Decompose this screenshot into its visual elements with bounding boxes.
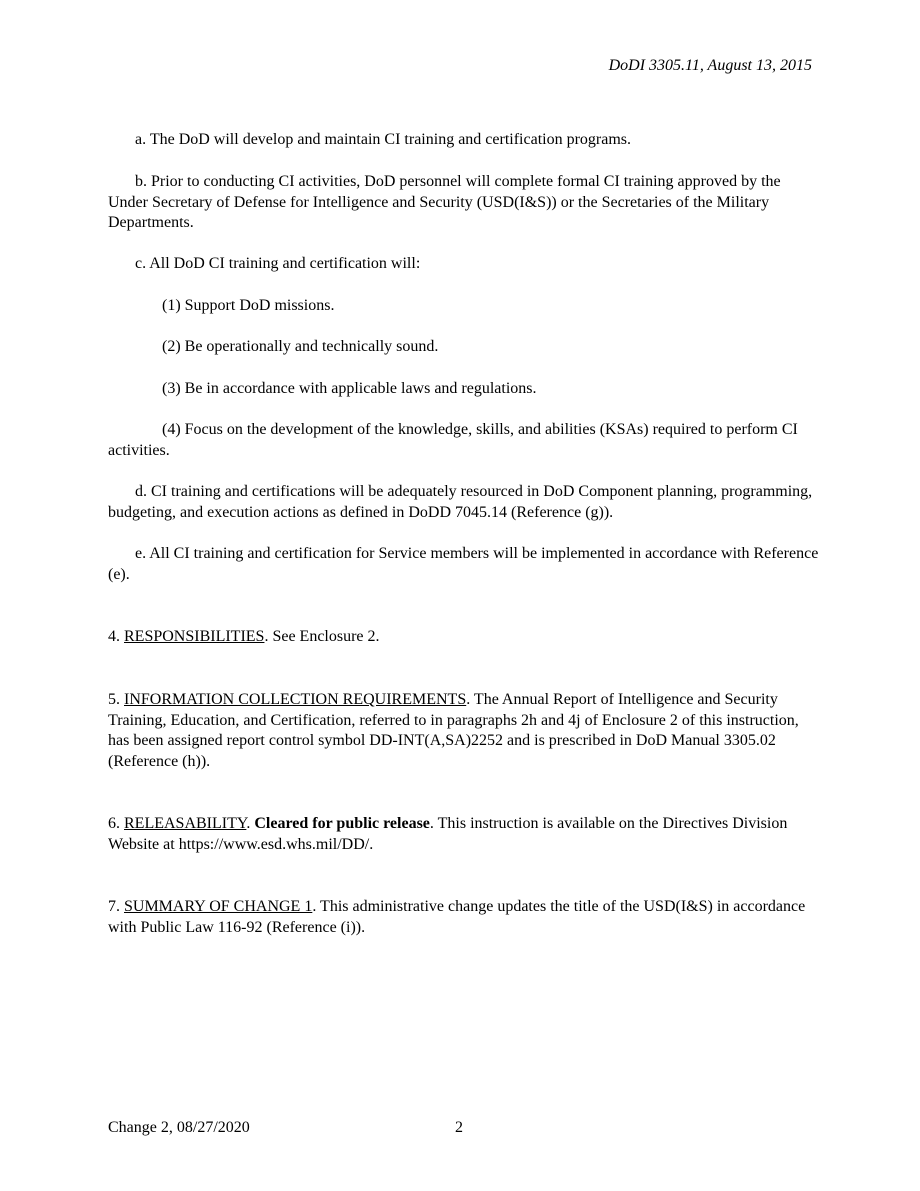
section-6-number: 6. xyxy=(108,815,124,832)
section-6-bold-statement: Cleared for public release xyxy=(254,815,430,832)
section-4-heading: RESPONSIBILITIES xyxy=(124,628,265,645)
section-7-number: 7. xyxy=(108,898,124,915)
section-7-summary-of-change xyxy=(108,897,820,938)
section-5-number: 5. xyxy=(108,691,124,708)
section-4-responsibilities xyxy=(108,627,820,648)
section-4-text: . See Enclosure 2. xyxy=(264,628,380,645)
section-6-separator: . xyxy=(246,815,255,832)
paragraph-3c-4: (4) Focus on the development of the knowledge, skills, and abilities (KSAs) required to perform CI activities. xyxy=(108,421,798,459)
paragraph-3c: c. All DoD CI training and certification will: xyxy=(135,255,421,272)
footer-page-number: 2 xyxy=(455,1119,463,1136)
paragraph-3c-3: (3) Be in accordance with applicable laws and regulations. xyxy=(162,380,537,397)
footer-change-note: Change 2, 08/27/2020 xyxy=(108,1119,250,1136)
section-6-releasability xyxy=(108,814,820,855)
section-7-text: . This administrative change updates the title of the USD(I&S) in accordance with Public Law 116-92 (Reference (i)). xyxy=(108,898,806,936)
section-5-text: . The Annual Report of Intelligence and Security Training, Education, and Certification, referred to in paragraphs 2h and 4j of Enclosure 2 of this instruction, has been assigned report control symbol DD-INT(A,SA)2252 and is prescribed in DoD Manual 3305.02 (Reference (h)). xyxy=(108,691,799,770)
section-5-heading: INFORMATION COLLECTION REQUIREMENTS xyxy=(124,691,467,708)
section-6-text: . This instruction is available on the Directives Division Website at https://www.esd.whs.mil/DD/. xyxy=(108,815,788,853)
document-reference: DoDI 3305.11, August 13, 2015 xyxy=(608,57,812,74)
section-5-information-collection xyxy=(108,690,820,772)
section-7-heading: SUMMARY OF CHANGE 1 xyxy=(124,898,313,915)
paragraph-3c-1: (1) Support DoD missions. xyxy=(162,297,335,314)
section-4-number: 4. xyxy=(108,628,124,645)
section-6-heading: RELEASABILITY xyxy=(124,815,247,832)
paragraph-3d: d. CI training and certifications will be adequately resourced in DoD Component planning, programming, budgeting, and execution actions as defined in DoDD 7045.14 (Reference (g)). xyxy=(108,483,813,521)
paragraph-3a: a. The DoD will develop and maintain CI training and certification programs. xyxy=(135,131,632,148)
paragraph-3c-2: (2) Be operationally and technically sound. xyxy=(162,338,439,355)
paragraph-3b: b. Prior to conducting CI activities, DoD personnel will complete formal CI training approved by the Under Secretary of Defense for Intelligence and Security (USD(I&S)) or the Secretaries of the Military Departments. xyxy=(108,173,781,231)
paragraph-3e: e. All CI training and certification for Service members will be implemented in accordance with Reference (e). xyxy=(108,545,819,583)
